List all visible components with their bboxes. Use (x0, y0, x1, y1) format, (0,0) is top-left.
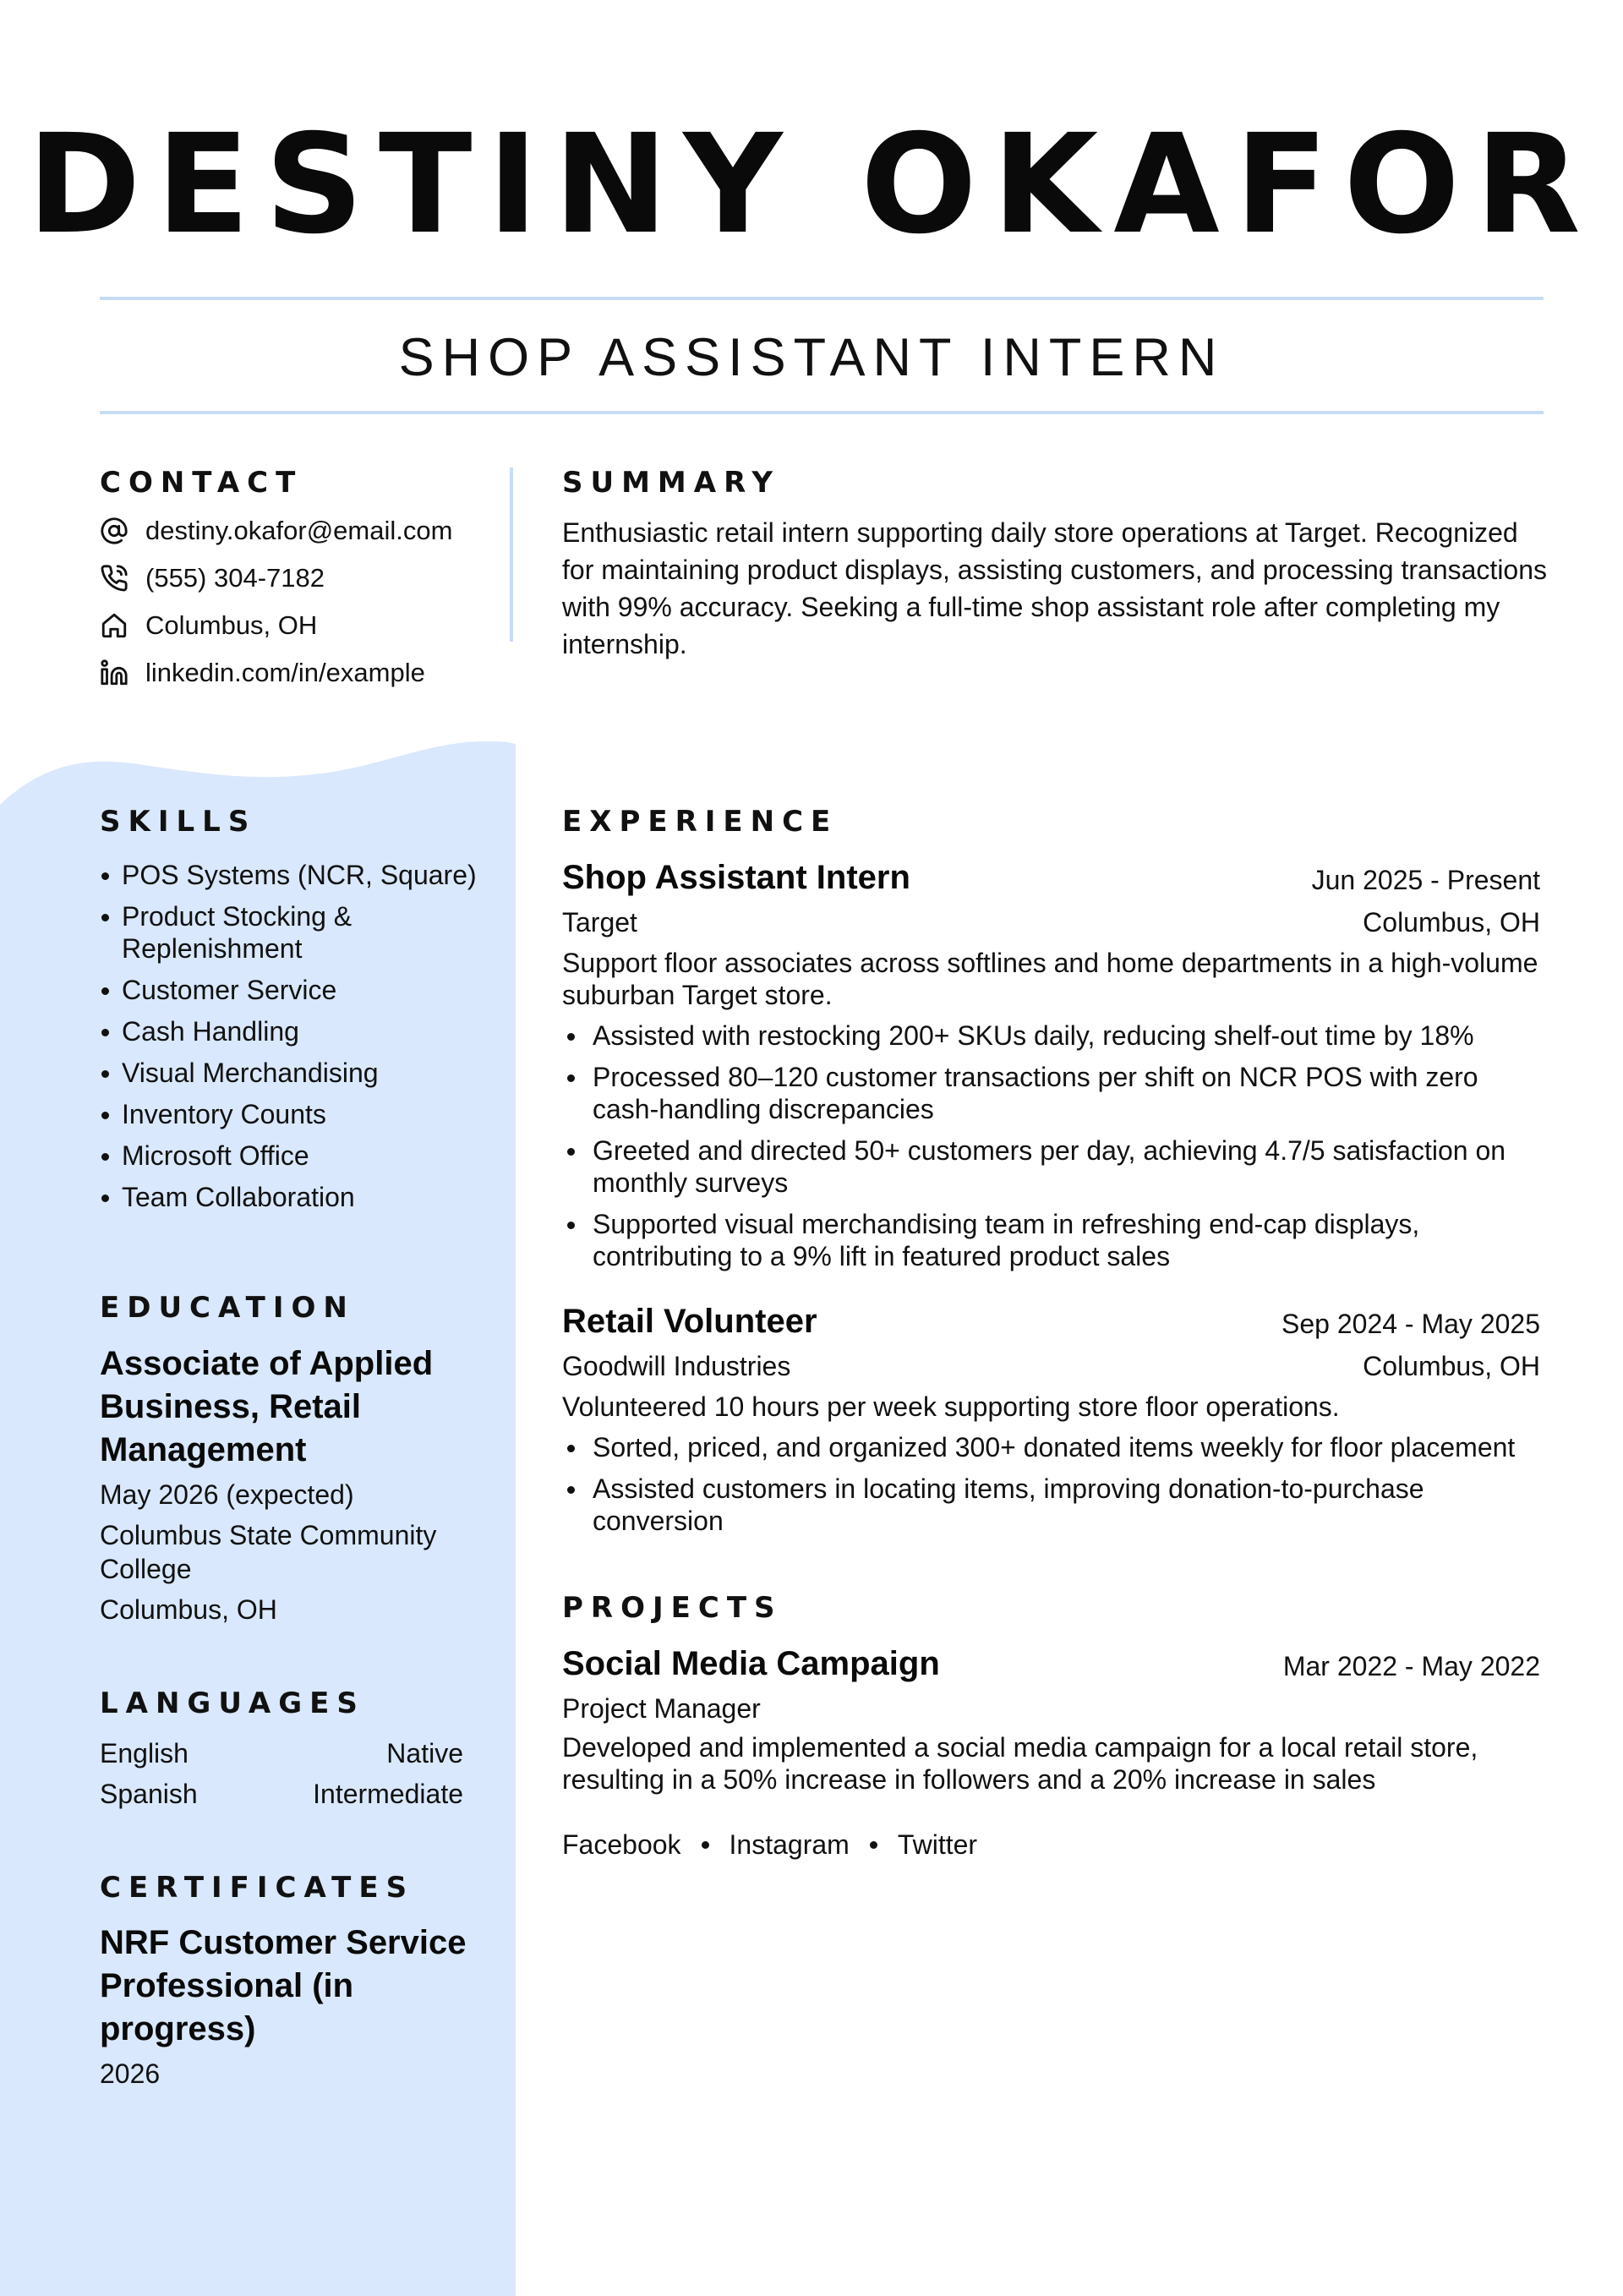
contact-heading: CONTACT (100, 466, 303, 500)
project-tag: Twitter (897, 1829, 978, 1860)
candidate-name: DESTINY OKAFOR (27, 106, 1596, 265)
skill-item: POS Systems (NCR, Square) (100, 859, 489, 891)
skills-list (100, 859, 489, 1222)
job-bullets (562, 1020, 1547, 1282)
contact-email[interactable] (100, 514, 452, 548)
contact-email-text: destiny.okafor@email.com (145, 516, 453, 545)
project-description: Developed and implemented a social media campaign for a local retail store, resulting in a 50% increase in followers and a 20% increase in sales (562, 1732, 1478, 1795)
contact-phone[interactable] (100, 561, 325, 595)
skill-item: Product Stocking & Replenishment (100, 900, 489, 965)
summary-text: Enthusiastic retail intern supporting daily store operations at Target. Recognized for maintaining product displays, assisting customers, and processing transactions with 99% accuracy. Seeking a full-time shop assistant role after completing my internship. (562, 517, 1548, 659)
skill-item: Visual Merchandising (100, 1057, 489, 1089)
contact-linkedin-text: linkedin.com/in/example (145, 658, 425, 687)
project-tag: Instagram (729, 1829, 850, 1860)
skill-item: Customer Service (100, 974, 489, 1006)
language-level: Native (386, 1738, 463, 1768)
linkedin-icon (100, 659, 128, 687)
project-tags (562, 1828, 977, 1861)
job-bullet: Sorted, priced, and organized 300+ donated items weekly for floor placement (562, 1431, 1547, 1463)
certificates-heading: CERTIFICATES (100, 1871, 415, 1905)
language-name: English (100, 1738, 189, 1768)
project-title: Social Media Campaign (562, 1645, 940, 1682)
header-top-rule (100, 297, 1544, 300)
language-row (100, 1777, 463, 1811)
language-name: Spanish (100, 1779, 198, 1809)
education-heading: EDUCATION (100, 1291, 355, 1325)
projects-heading: PROJECTS (562, 1591, 783, 1625)
project-tag: Facebook (562, 1829, 681, 1860)
job-location: Columbus, OH (1363, 1351, 1540, 1381)
home-icon (100, 611, 128, 640)
job-bullet: Processed 80–120 customer transactions per shift on NCR POS with zero cash-handling discrepancies (562, 1061, 1547, 1125)
skill-item: Microsoft Office (100, 1140, 489, 1172)
education-date: May 2026 (expected) (100, 1479, 354, 1510)
separator-dot (870, 1841, 877, 1849)
contact-phone-text: (555) 304-7182 (145, 563, 325, 593)
education-school: Columbus State Community College (100, 1520, 437, 1584)
job-description: Volunteered 10 hours per week supporting store floor operations. (562, 1391, 1340, 1422)
project-role: Project Manager (562, 1693, 761, 1724)
job-bullet: Assisted customers in locating items, improving donation-to-purchase conversion (562, 1473, 1547, 1537)
project-dates: Mar 2022 - May 2022 (1282, 1651, 1540, 1681)
skills-heading: SKILLS (100, 805, 257, 839)
education-location: Columbus, OH (100, 1594, 277, 1625)
skill-item: Team Collaboration (100, 1181, 489, 1213)
job-organization: Target (562, 907, 637, 938)
experience-heading: EXPERIENCE (562, 805, 839, 839)
skill-item: Cash Handling (100, 1015, 489, 1047)
education-degree: Associate of Applied Business, Retail Management (100, 1345, 434, 1468)
column-divider (510, 467, 513, 642)
job-title: Shop Assistant Intern (562, 859, 910, 896)
contact-linkedin[interactable] (100, 656, 425, 690)
certificate-name: NRF Customer Service Professional (in progress) (100, 1924, 467, 2047)
language-row (100, 1736, 463, 1770)
skill-item: Inventory Counts (100, 1098, 489, 1130)
job-dates: Sep 2024 - May 2025 (1281, 1309, 1540, 1339)
job-description: Support floor associates across softlines and home departments in a high-volume suburban Target store. (562, 948, 1538, 1010)
languages-heading: LANGUAGES (100, 1686, 365, 1720)
job-bullet: Assisted with restocking 200+ SKUs daily, reducing shelf-out time by 18% (562, 1020, 1547, 1052)
at-icon (100, 517, 128, 545)
header-bottom-rule (100, 411, 1544, 414)
contact-location (100, 609, 317, 642)
job-title-heading: SHOP ASSISTANT INTERN (398, 328, 1225, 387)
job-bullets (562, 1431, 1547, 1546)
job-location: Columbus, OH (1363, 907, 1540, 938)
job-bullet: Greeted and directed 50+ customers per day, achieving 4.7/5 satisfaction on monthly surveys (562, 1134, 1547, 1199)
language-level: Intermediate (313, 1779, 463, 1809)
job-bullet: Supported visual merchandising team in refreshing end-cap displays, contributing to a 9% lift in featured product sales (562, 1208, 1547, 1272)
summary-heading: SUMMARY (562, 466, 781, 500)
job-dates: Jun 2025 - Present (1311, 865, 1540, 895)
phone-icon (100, 564, 128, 593)
separator-dot (702, 1841, 709, 1849)
job-title: Retail Volunteer (562, 1303, 817, 1340)
contact-location-text: Columbus, OH (145, 610, 318, 640)
certificate-year: 2026 (100, 2058, 161, 2089)
job-organization: Goodwill Industries (562, 1351, 791, 1381)
